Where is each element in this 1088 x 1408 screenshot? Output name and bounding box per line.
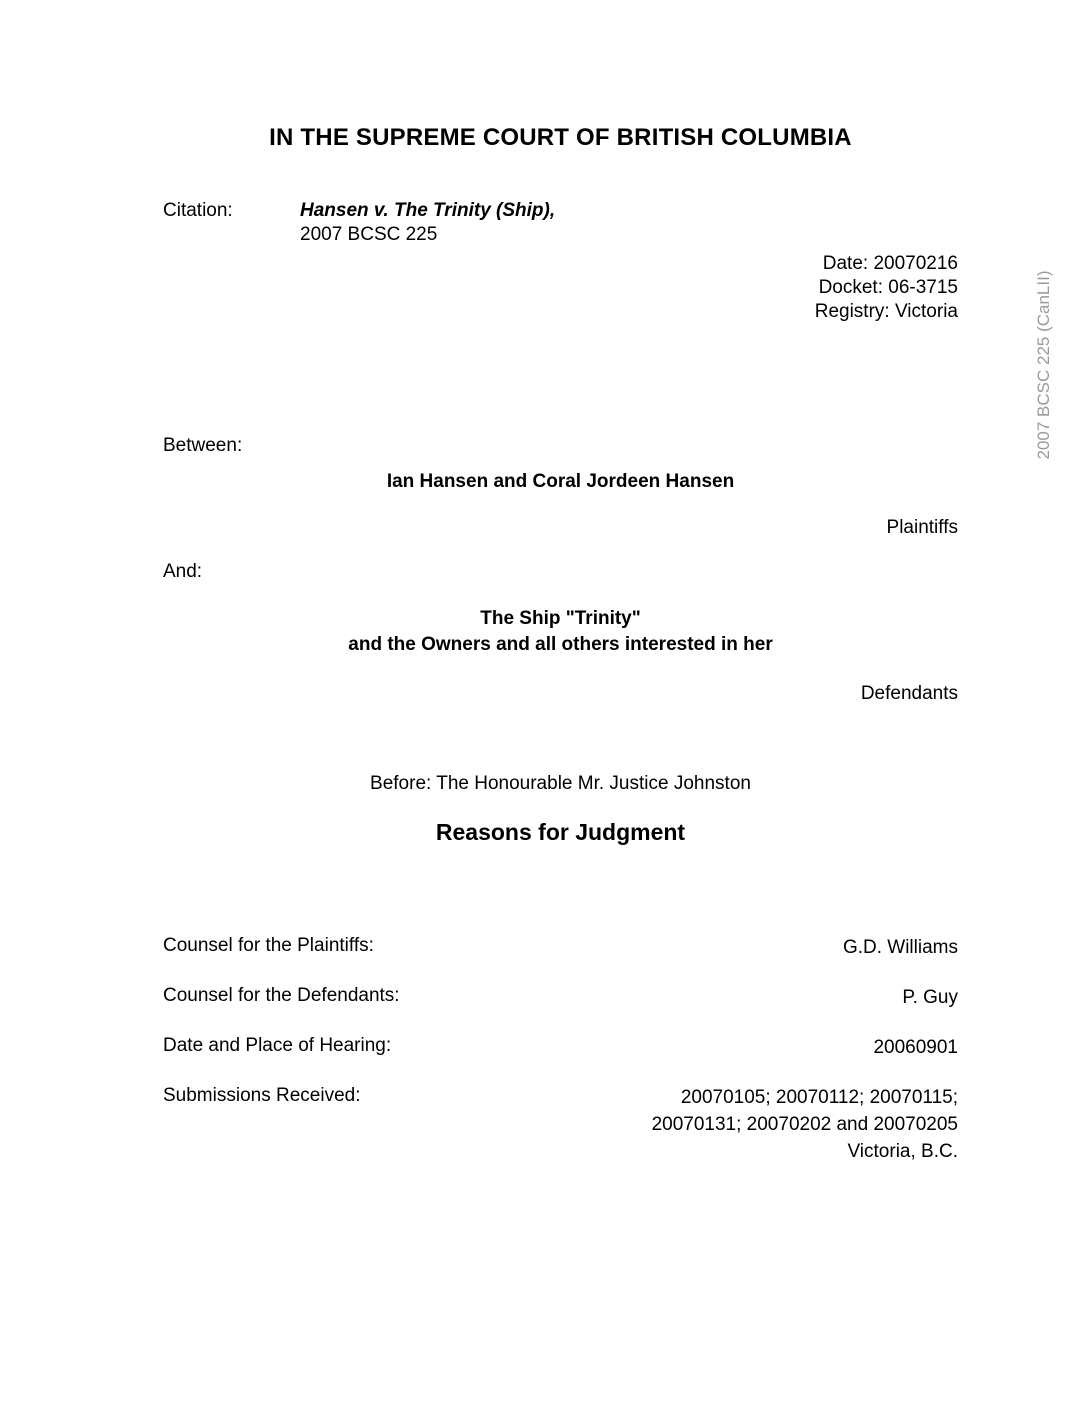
defendant-name-line1: The Ship "Trinity" <box>480 608 641 629</box>
judgment-heading: Reasons for Judgment <box>435 819 686 845</box>
citation-value <box>300 199 555 247</box>
defendant-name-line2: and the Owners and all others interested in her <box>348 634 773 655</box>
submissions-row <box>163 1084 958 1165</box>
registry-line: Registry: Victoria <box>814 301 958 322</box>
counsel-row-value: G.D. Williams <box>842 937 958 958</box>
case-name: Hansen v. The Trinity (Ship), <box>300 200 556 221</box>
court-title: IN THE SUPREME COURT OF BRITISH COLUMBIA <box>269 124 852 151</box>
plaintiff-names: Ian Hansen and Coral Jordeen Hansen <box>386 471 735 492</box>
counsel-row-label: Date and Place of Hearing: <box>163 1035 392 1056</box>
defendant-role: Defendants <box>860 683 958 704</box>
defendant-names <box>163 606 958 658</box>
plaintiff-role: Plaintiffs <box>886 517 958 538</box>
docket-line: Docket: 06-3715 <box>818 277 958 298</box>
counsel-section <box>163 934 958 1165</box>
and-label: And: <box>163 561 203 582</box>
citation-label: Citation: <box>163 200 233 221</box>
counsel-row-plaintiffs <box>163 934 958 961</box>
hearing-date-row <box>163 1034 958 1061</box>
submissions-line1: 20070105; 20070112; 20070115; <box>680 1087 958 1108</box>
citation-block <box>163 199 958 247</box>
date-line: Date: 20070216 <box>822 253 958 274</box>
counsel-row-label: Counsel for the Plaintiffs: <box>163 935 374 956</box>
before-judge-line: Before: The Honourable Mr. Justice Johnston <box>370 773 751 794</box>
neutral-citation: 2007 BCSC 225 <box>300 224 438 245</box>
submissions-line3: Victoria, B.C. <box>847 1141 958 1162</box>
counsel-row-label: Counsel for the Defendants: <box>163 985 400 1006</box>
counsel-row-value: P. Guy <box>902 987 958 1008</box>
registry-info-block <box>163 252 958 324</box>
submissions-values <box>360 1084 958 1165</box>
canlii-citation-watermark: 2007 BCSC 225 (CanLII) <box>1034 270 1053 460</box>
counsel-row-defendants <box>163 984 958 1011</box>
between-label: Between: <box>163 435 243 456</box>
counsel-row-label: Submissions Received: <box>163 1085 361 1106</box>
counsel-row-value: 20060901 <box>873 1037 958 1058</box>
submissions-line2: 20070131; 20070202 and 20070205 <box>651 1114 958 1135</box>
